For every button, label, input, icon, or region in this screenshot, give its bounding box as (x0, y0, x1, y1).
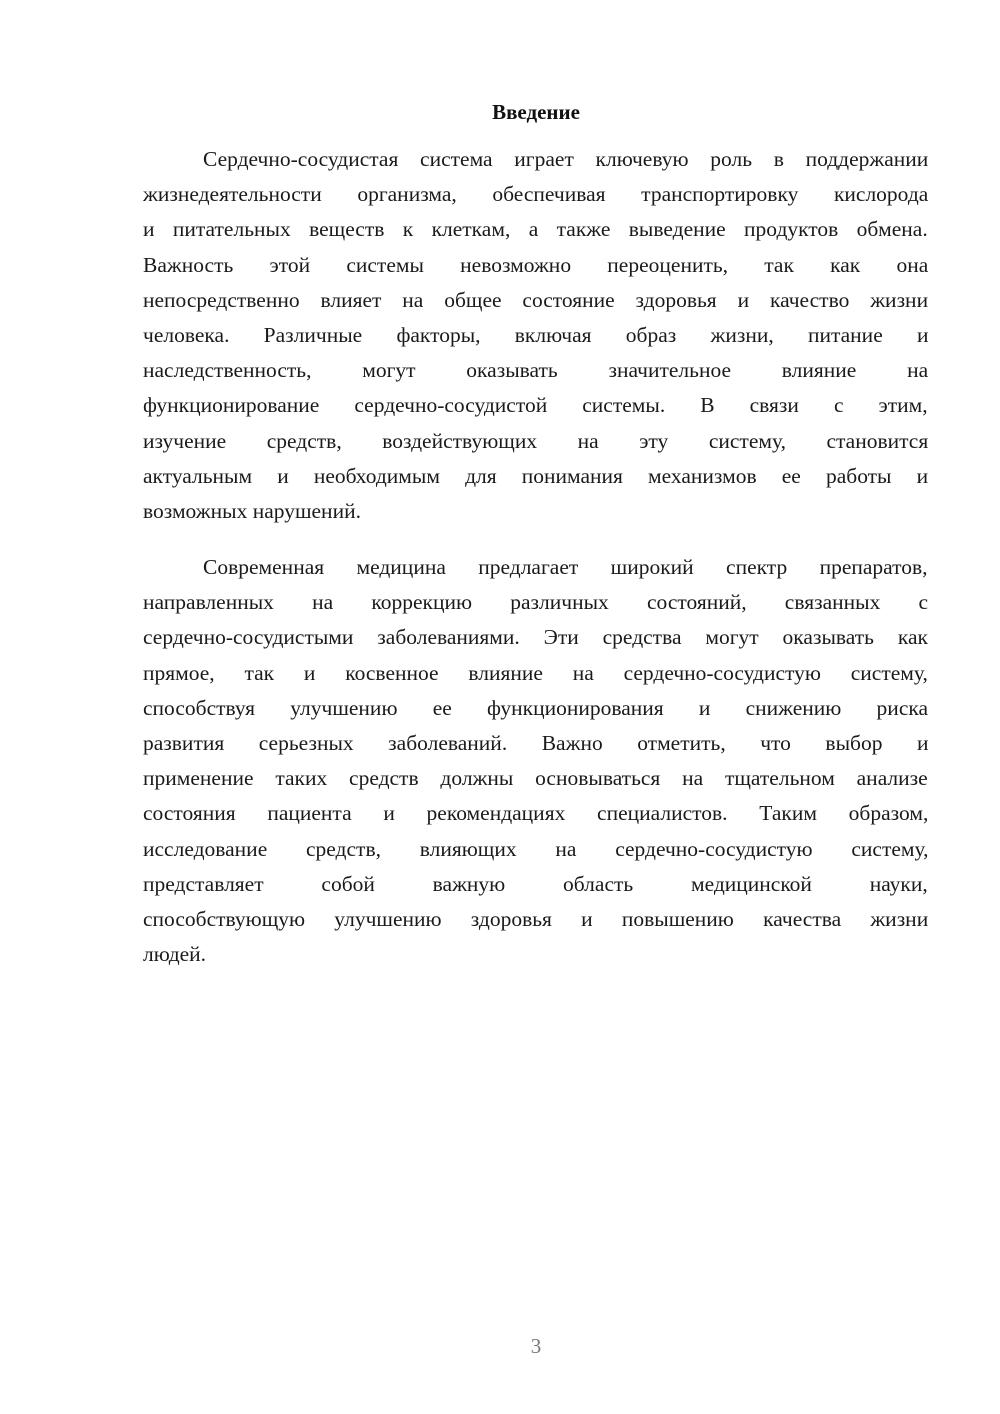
section-heading: Введение (492, 100, 580, 124)
text-line: человека. Различные факторы, включая образ жизни, питание и (143, 322, 929, 347)
text-line: способствующую улучшению здоровья и повышению качества жизни (143, 906, 929, 931)
text-line: наследственность, могут оказывать значительное влияние на (143, 358, 929, 383)
text-line: прямое, так и косвенное влияние на сердечно-сосудистую систему, (143, 660, 928, 685)
text-line: развития серьезных заболеваний. Важно отметить, что выбор и (143, 730, 929, 755)
text-line: возможных нарушений. (143, 498, 361, 523)
text-line: применение таких средств должны основываться на тщательном анализе (143, 766, 928, 791)
text-line: функционирование сердечно-сосудистой системы. В связи с этим, (143, 393, 928, 418)
text-line: направленных на коррекцию различных состояний, связанных с (143, 590, 929, 615)
text-line: актуальным и необходимым для понимания механизмов ее работы и (143, 463, 929, 488)
text-line: способствуя улучшению ее функционирования и снижению риска (143, 695, 929, 720)
text-line: жизнедеятельности организма, обеспечивая транспортировку кислорода (143, 182, 929, 207)
text-line: Важность этой системы невозможно переоценить, так как она (143, 252, 929, 277)
text-line: состояния пациента и рекомендациях специалистов. Таким образом, (143, 801, 929, 826)
paragraph-2 (143, 550, 928, 972)
text-line: Современная медицина предлагает широкий спектр препаратов, (203, 555, 928, 579)
text-line: людей. (143, 942, 207, 967)
text-line: изучение средств, воздействующих на эту систему, становится (143, 428, 929, 453)
text-line: и питательных веществ к клеткам, а также выведение продуктов обмена. (143, 217, 928, 242)
text-line: представляет собой важную область медицинской науки, (143, 871, 928, 896)
text-line: исследование средств, влияющих на сердечно-сосудистую систему, (143, 836, 929, 861)
paragraph-1 (143, 142, 928, 529)
text-line: непосредственно влияет на общее состояние здоровья и качество жизни (143, 287, 929, 312)
text-line: Сердечно-сосудистая система играет ключевую роль в поддержании (203, 147, 929, 171)
page-number: 3 (530, 1334, 542, 1358)
text-line: сердечно-сосудистыми заболеваниями. Эти средства могут оказывать как (143, 625, 928, 650)
